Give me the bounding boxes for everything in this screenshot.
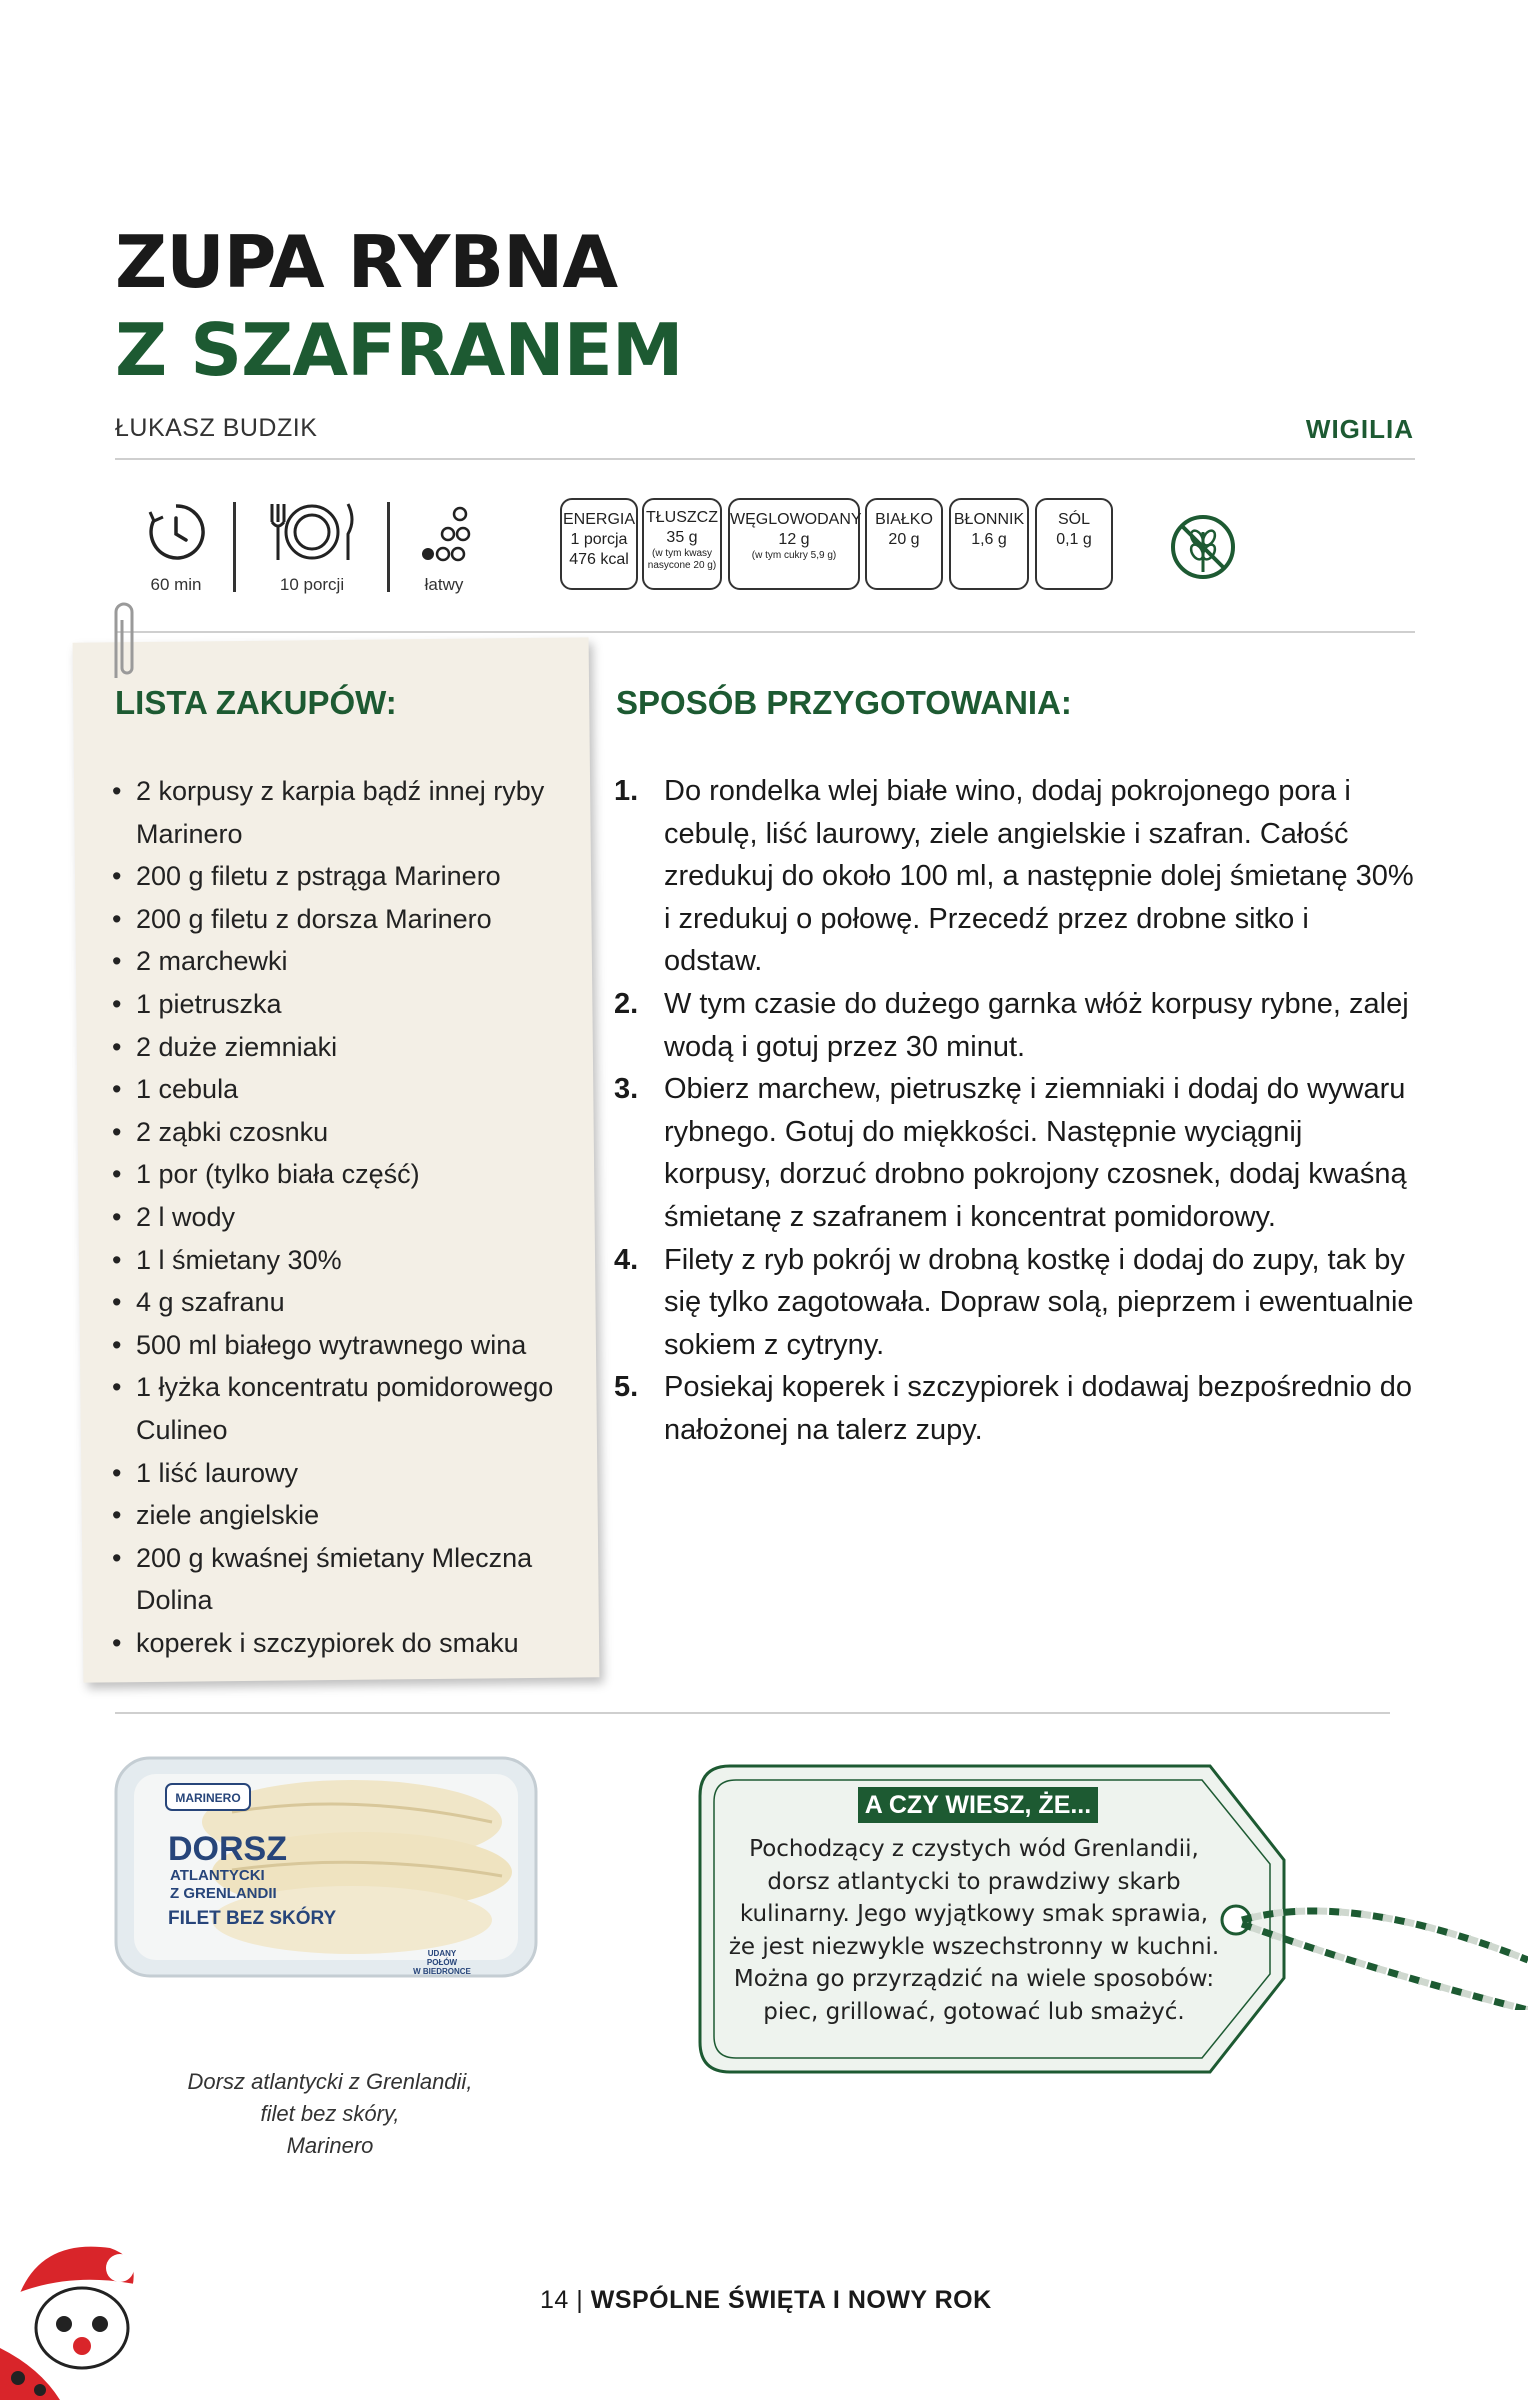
portions-label: 10 porcji [279,575,345,594]
list-item: • 2 duże ziemniaki [112,1026,582,1069]
category-label: WIGILIA [1305,414,1414,444]
divider [115,631,1415,633]
svg-text:FILET BEZ SKÓRY: FILET BEZ SKÓRY [168,1908,337,1929]
method-title: SPOSÓB PRZYGOTOWANIA: [616,684,1072,721]
plate-cutlery-icon [264,500,360,564]
footer-section: WSPÓLNE ŚWIĘTA I NOWY ROK [590,2286,992,2314]
step-item: 4. Filety z ryb pokrój w drobną kostkę i dodaj do zupy, tak by się tylko zagotowała. Dopraw solą, pieprzem i ewentualnie sokiem z cytryny. [614,1243,1414,1361]
nutrition-fiber: BŁONNIK 1,6 g [949,498,1029,590]
shopping-list [112,770,582,1664]
method-steps [614,770,1414,1452]
meta-separator [233,502,236,592]
list-item: • 200 g kwaśnej śmietany Mleczna Dolina [112,1537,582,1622]
title-line-1: ZUPA RYBNA [115,220,618,304]
svg-text:MARINERO: MARINERO [175,1791,241,1805]
svg-text:W BIEDRONCE: W BIEDRONCE [413,1967,471,1976]
step-item: 1. Do rondelka wlej białe wino, dodaj pokrojonego pora i cebulę, liść laurowy, ziele angielskie i szafran. Całość zredukuj do około 100 ml, a następnie dolej śmietanę 30% i zredukuj o połowę. Przecedź przez drobne sitko i odstaw. [614,775,1414,978]
nutrition-energy: ENERGIA 1 porcja 476 kcal [560,498,638,590]
nutrition-carbs: WĘGLOWODANY 12 g (w tym cukry 5,9 g) [728,498,860,590]
list-item: • 1 liść laurowy [112,1452,582,1495]
page-number: 14 [540,2286,569,2314]
divider [115,458,1415,460]
difficulty-meta [412,500,476,595]
list-item: • ziele angielskie [112,1494,582,1537]
tip-title: A CZY WIESZ, ŻE... [858,1787,1098,1823]
list-item: • 200 g filetu z pstrąga Marinero [112,855,582,898]
svg-text:DORSZ: DORSZ [168,1830,287,1868]
svg-text:UDANY: UDANY [427,1949,457,1958]
list-item: • 2 l wody [112,1196,582,1239]
gluten-free-icon [1168,512,1238,582]
shopping-list-title: LISTA ZAKUPÓW: [115,684,397,721]
paperclip-icon [104,598,144,688]
svg-text:Z GRENLANDII: Z GRENLANDII [170,1885,277,1902]
list-item: • 1 łyżka koncentratu pomidorowego Culineo [112,1366,582,1451]
svg-text:POŁÓW: POŁÓW [426,1958,458,1967]
list-item: • 2 marchewki [112,940,582,983]
svg-text:ATLANTYCKI: ATLANTYCKI [170,1867,265,1884]
author: ŁUKASZ BUDZIK [115,414,318,442]
ladybug-mascot-icon [0,2228,150,2400]
divider [115,1712,1390,1714]
difficulty-label: łatwy [424,575,464,594]
list-item: • 1 por (tylko biała część) [112,1153,582,1196]
product-package-image [112,1752,542,1982]
list-item: • 2 ząbki czosnku [112,1111,582,1154]
clock-icon [144,500,208,564]
list-item: • 4 g szafranu [112,1281,582,1324]
time-meta [136,500,216,595]
list-item: • 200 g filetu z dorsza Marinero [112,898,582,941]
product-caption: Dorsz atlantycki z Grenlandii, filet bez skóry, Marinero [187,2069,473,2158]
string-decoration [1230,1880,1528,2010]
step-item: 5. Posiekaj koperek i szczypiorek i dodawaj bezpośrednio do nałożonej na talerz zupy. [614,1371,1412,1446]
recipe-title [115,218,683,394]
portions-meta [262,500,362,595]
list-item: • 1 pietruszka [112,983,582,1026]
nutrition-fat: TŁUSZCZ 35 g (w tym kwasy nasycone 20 g) [642,498,722,590]
nutrition-protein: BIAŁKO 20 g [865,498,943,590]
title-line-2: Z SZAFRANEM [115,308,683,392]
list-item: • koperek i szczypiorek do smaku [112,1622,582,1665]
list-item: • 1 l śmietany 30% [112,1239,582,1282]
list-item: • 1 cebula [112,1068,582,1111]
tip-text: Pochodzący z czystych wód Grenlandii, dorsz atlantycki to prawdziwy skarb kulinarny. Jego wyjątkowy smak sprawia, że jest niezwykle wszechstronny w kuchni. Można go przyrządzić na wiele sposobów: piec, grillować, gotować lub smażyć. [728,1836,1220,2025]
meta-separator [387,502,390,592]
nutrition-salt: SÓL 0,1 g [1035,498,1113,590]
time-label: 60 min [150,575,202,594]
list-item: • 500 ml białego wytrawnego wina [112,1324,582,1367]
step-item: 3. Obierz marchew, pietruszkę i ziemniaki i dodaj do wywaru rybnego. Gotuj do miękkości. Następnie wyciągnij korpusy, dorzuć drobno pokrojony czosnek, dodaj kwaśną śmietanę z szafranem i koncentrat pomidorowy. [614,1073,1407,1233]
list-item: • 2 korpusy z karpia bądź innej ryby Marinero [112,770,582,855]
footer-separator: | [576,2286,584,2314]
page-footer [540,2286,992,2315]
difficulty-dots-icon [416,500,472,564]
step-item: 2. W tym czasie do dużego garnka włóż korpusy rybne, zalej wodą i gotuj przez 30 minut. [614,987,1409,1063]
